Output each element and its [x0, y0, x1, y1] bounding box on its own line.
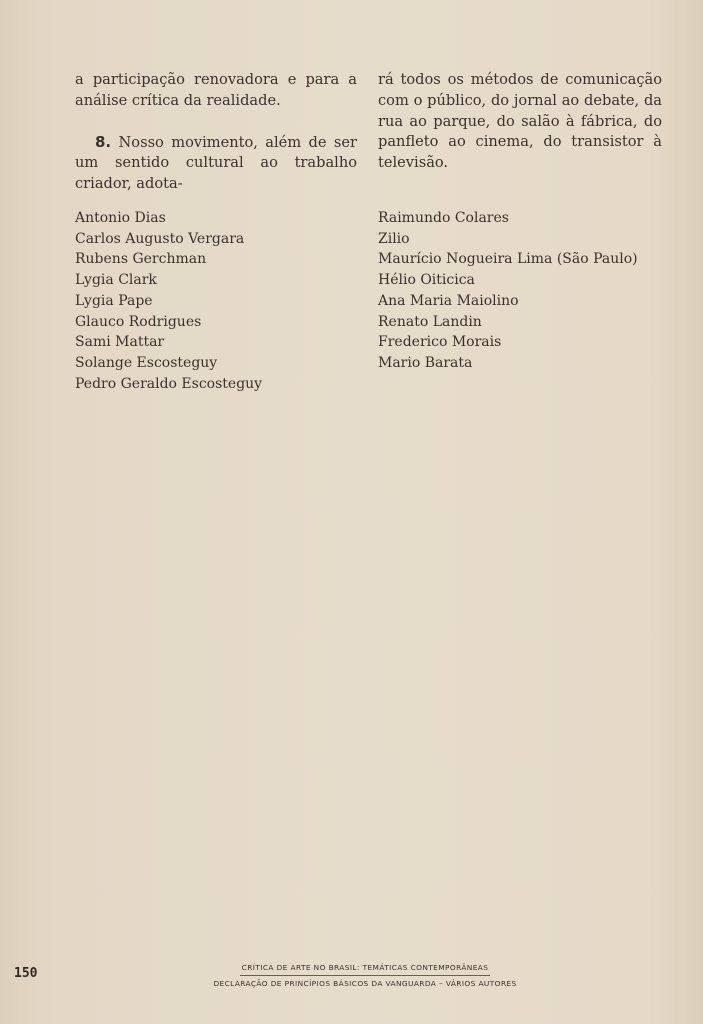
- signatory-name: Mario Barata: [378, 354, 473, 371]
- book-title: CRÍTICA DE ARTE NO BRASIL: TEMÁTICAS CONTEMPORÂNEAS: [241, 963, 489, 972]
- paragraph-continued: a participação renovadora e para a análise crítica da realidade.: [75, 71, 357, 109]
- signatory-name: Pedro Geraldo Escosteguy: [75, 375, 263, 392]
- signatory-name: Antonio Dias: [75, 210, 166, 226]
- signatory-name: Rubens Gerchman: [75, 251, 207, 268]
- signatory-name: Zilio: [378, 230, 410, 247]
- signatory-name: Carlos Augusto Vergara: [75, 230, 245, 247]
- paragraph-8-continued: rá todos os métodos de comunicação com o público, do jornal ao debate, da rua ao parque, do salão à fábrica, do panfleto ao cinema, do transistor à televisão.: [378, 71, 662, 172]
- signatory-name: Sami Mattar: [75, 334, 165, 351]
- signatory-name: Lygia Clark: [75, 272, 157, 289]
- signatories-left: [75, 208, 262, 394]
- signatory-name: Frederico Morais: [378, 334, 502, 351]
- chapter-title: DECLARAÇÃO DE PRINCÍPIOS BÁSICOS DA VANGUARDA – VÁRIOS AUTORES: [213, 979, 517, 988]
- page-number: 150: [14, 966, 38, 981]
- paragraph-8-text: Nosso movimento, além de ser um sentido cultural ao trabalho criador, adota-: [75, 133, 357, 193]
- footer-divider: [240, 975, 490, 976]
- text-column-right: [378, 70, 662, 174]
- signatory-name: Renato Landin: [378, 313, 482, 330]
- paragraph-8: [75, 132, 357, 195]
- signatory-name: Lygia Pape: [75, 292, 153, 309]
- signatory-name: Hélio Oiticica: [378, 272, 475, 289]
- signatories-right: [378, 208, 638, 374]
- paragraph-number: 8.: [95, 132, 112, 151]
- signatory-name: Maurício Nogueira Lima (São Paulo): [378, 251, 638, 268]
- running-footer: [0, 963, 703, 989]
- signatory-name: Raimundo Colares: [378, 210, 509, 226]
- signatory-name: Glauco Rodrigues: [75, 313, 202, 330]
- text-column-left: [75, 70, 357, 195]
- signatory-name: Solange Escosteguy: [75, 354, 218, 371]
- signatory-name: Ana Maria Maiolino: [378, 292, 519, 309]
